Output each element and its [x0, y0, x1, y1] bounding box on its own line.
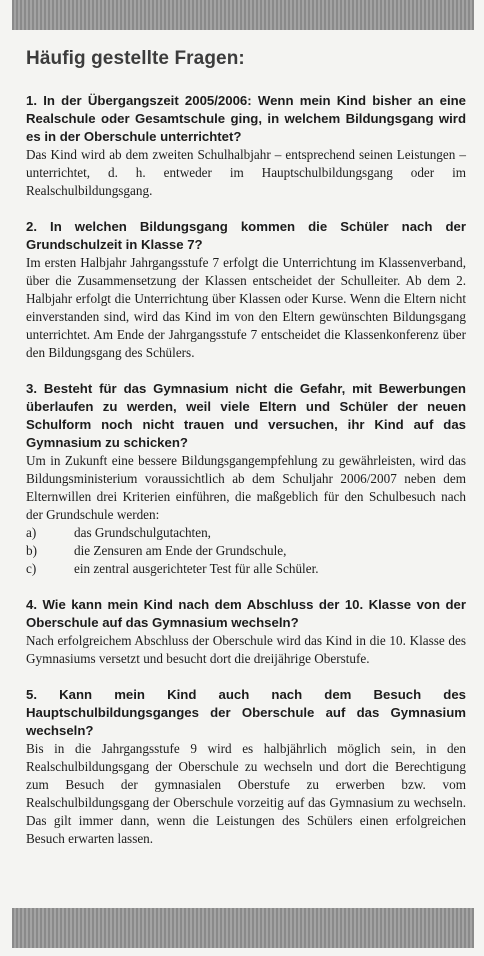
bottom-decorative-bar — [12, 908, 474, 948]
top-decorative-bar — [12, 0, 474, 30]
list-item — [26, 542, 466, 560]
faq-answer: Im ersten Halbjahr Jahrgangsstufe 7 erfolgt die Unterrichtung im Klassenverband, über die Zusammensetzung der Klassen entscheidet der Schulleiter. Ab dem 2. Halbjahr erfolgt die Unterrichtung über Klassen oder Kurse. Wenn die Eltern nicht einverstanden sind, wird das Kind im von den Eltern gewünschten Bildungsgang unterrichtet. Am Ende der Jahrgangsstufe 7 entscheidet die Klassenkonferenz über den Bildungsgang des Schülers. — [26, 255, 466, 360]
faq-item-3 — [26, 380, 466, 578]
faq-answer: Das Kind wird ab dem zweiten Schulhalbjahr – entsprechend seinen Leistungen – unterrichtet, d. h. entweder im Hauptschulbildungsgang oder im Realschulbildungsgang. — [26, 147, 466, 198]
faq-question: 4. Wie kann mein Kind nach dem Abschluss der 10. Klasse von der Oberschule auf das Gymnasium wechseln? — [26, 597, 466, 630]
faq-answer: Um in Zukunft eine bessere Bildungsgangempfehlung zu gewährleisten, wird das Bildungsministerium voraussichtlich ab dem Schuljahr 2006/2007 neben dem Elternwillen drei Kriterien einführen, die maßgeblich für den Schulbesuch nach der Grundschule werden: — [26, 453, 466, 522]
list-marker: a) — [26, 525, 37, 540]
faq-question: 5. Kann mein Kind auch nach dem Besuch des Hauptschulbildungsganges der Oberschule auf das Gymnasium wechseln? — [26, 687, 466, 738]
list-text: ein zentral ausgerichteter Test für alle Schüler. — [74, 561, 319, 576]
faq-item-1 — [26, 92, 466, 200]
list-text: die Zensuren am Ende der Grundschule, — [74, 543, 287, 558]
list-text: das Grundschulgutachten, — [74, 525, 211, 540]
criteria-list — [26, 524, 466, 578]
faq-item-5 — [26, 686, 466, 848]
faq-item-4 — [26, 596, 466, 668]
faq-answer: Nach erfolgreichem Abschluss der Oberschule wird das Kind in die 10. Klasse des Gymnasiums versetzt und besucht dort die dreijährige Oberstufe. — [26, 633, 466, 666]
list-marker: b) — [26, 543, 37, 558]
faq-question: 2. In welchen Bildungsgang kommen die Schüler nach der Grundschulzeit in Klasse 7? — [26, 219, 466, 252]
faq-section — [26, 48, 466, 866]
faq-question: 1. In der Übergangszeit 2005/2006: Wenn mein Kind bisher an eine Realschule oder Gesamtschule ging, in welchem Bildungsgang wird es in der Oberschule unterrichtet? — [26, 93, 466, 144]
list-item — [26, 560, 466, 578]
faq-question: 3. Besteht für das Gymnasium nicht die Gefahr, mit Bewerbungen überlaufen zu werden, weil viele Eltern und Schüler der neuen Schulform noch nicht trauen und versuchen, ihr Kind auf das Gymnasium zu schicken? — [26, 381, 466, 450]
faq-item-2 — [26, 218, 466, 362]
page-title: Häufig gestellte Fragen: — [26, 48, 245, 69]
list-marker: c) — [26, 561, 37, 576]
list-item — [26, 524, 466, 542]
faq-answer: Bis in die Jahrgangsstufe 9 wird es halbjährlich möglich sein, in den Realschulbildungsgang der Oberschule zu wechseln und dort die Berechtigung zum Besuch der gymnasialen Oberstufe zu erwerben bzw. vom Realschulbildungsgang der Oberschule vorzeitig auf das Gymnasium zu wechseln. Das gilt immer dann, wenn die Leistungen des Schülers einen erfolgreichen Besuch erwarten lassen. — [26, 741, 466, 846]
